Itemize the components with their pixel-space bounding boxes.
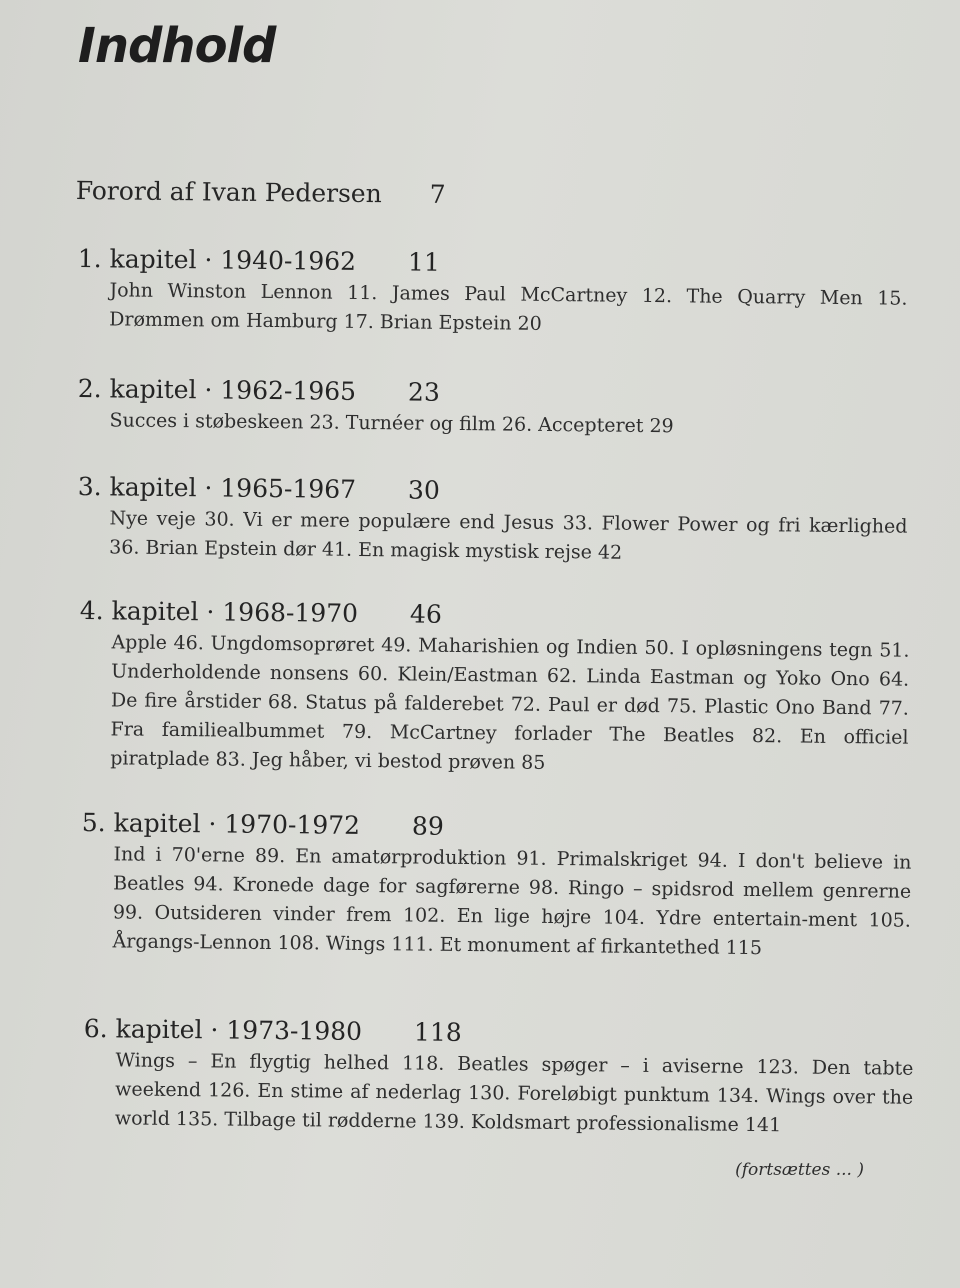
chapter-heading-row [78, 374, 908, 412]
chapter-entries: Nye veje 30. Vi er mere populære end Jesus 33. Flower Power og fri kærlighed 36. Brian Epstein dør 41. En magisk mystisk rejse 42 [109, 507, 908, 564]
foreword-label: Forord af Ivan Pedersen [75, 176, 382, 209]
chapter-page: 30 [407, 475, 440, 505]
chapter-heading-row [80, 596, 910, 634]
chapter-page: 118 [413, 1017, 462, 1047]
chapter-6 [83, 1014, 914, 1142]
foreword-page: 7 [429, 179, 446, 209]
chapter-page: 46 [409, 599, 442, 629]
chapter-heading: 4. kapitel · 1968-1970 [79, 596, 359, 628]
chapter-2 [77, 374, 908, 444]
chapter-entries: Wings – En flygtig helhed 118. Beatles spøger – i aviserne 123. Den tabte weekend 126. En stime af nederlag 130. Foreløbigt punktum 134. Wings over the world 135. Tilbage til rødderne 139. Koldsmart professionalisme 141 [114, 1049, 914, 1137]
chapter-heading: 1. kapitel · 1940-1962 [77, 244, 357, 276]
chapter-page: 11 [407, 247, 440, 277]
chapter-heading: 3. kapitel · 1965-1967 [77, 472, 357, 504]
chapter-heading-row [84, 1014, 914, 1052]
chapter-entries: Succes i støbeskeen 23. Turnéer og film 26. Accepteret 29 [109, 409, 674, 438]
chapter-heading-row [78, 244, 908, 282]
chapter-entries: Ind i 70'erne 89. En amatørproduktion 91. Primalskriget 94. I don't believe in Beatles 94. Kronede dage for sagførerne 98. Ringo – spidsrod mellem genrerne 99. Outsideren vinder frem 102. En lige højre 104. Ydre entertain-ment 105. Årgangs-Lennon 108. Wings 111. Et monument af firkantethed 115 [112, 843, 912, 960]
chapter-entries: John Winston Lennon 11. James Paul McCartney 12. The Quarry Men 15. Drømmen om Hamburg 17. Brian Epstein 20 [109, 279, 908, 335]
chapter-heading-row [82, 808, 912, 846]
chapter-entries: Apple 46. Ungdomsoprøret 49. Maharishien og Indien 50. I opløsningens tegn 51. Underholdende nonsens 60. Klein/Eastman 62. Linda Eastman og Yoko Ono 64. De fire årstider 68. Status på falderebet 72. Paul er død 75. Plastic Ono Band 77. Fra familiealbummet 79. McCartney forlader The Beatles 82. En officiel piratplade 83. Jeg håber, vi bestod prøven 85 [110, 631, 910, 774]
chapter-heading: 6. kapitel · 1973-1980 [83, 1014, 363, 1046]
chapter-heading: 5. kapitel · 1970-1972 [81, 808, 361, 840]
chapter-5 [80, 808, 912, 965]
chapter-page: 89 [411, 811, 444, 841]
chapter-page: 23 [407, 377, 440, 407]
chapter-3 [77, 472, 908, 571]
chapter-heading: 2. kapitel · 1962-1965 [77, 374, 357, 406]
chapter-heading-row [78, 472, 908, 510]
page-title: Indhold [78, 18, 276, 74]
chapter-4 [78, 596, 910, 782]
foreword-entry [76, 176, 896, 214]
chapter-1 [77, 244, 908, 343]
continued-note: (fortsættes ... ) [735, 1160, 864, 1180]
